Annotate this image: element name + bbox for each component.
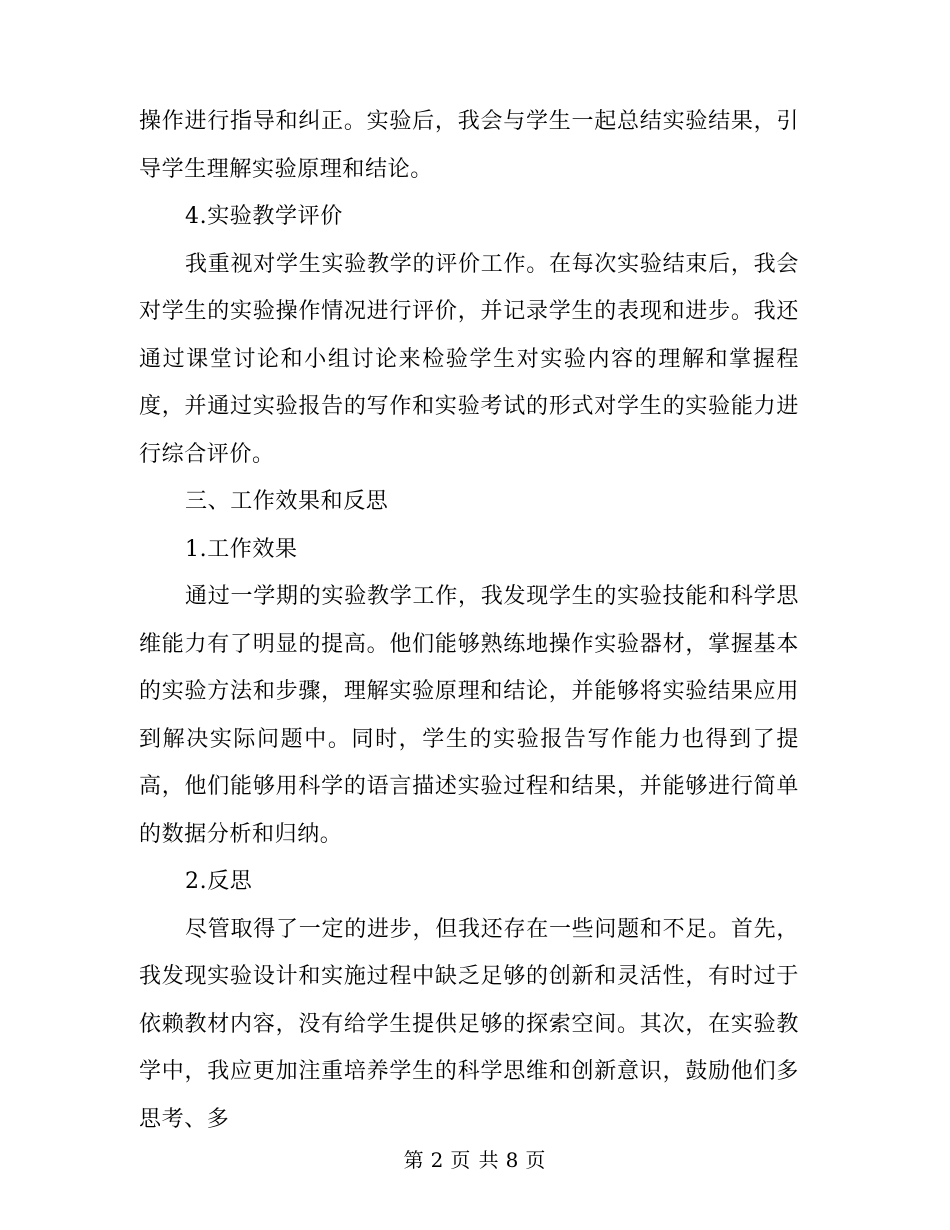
document-body (139, 98, 799, 1143)
heading-experiment-evaluation: 4.实验教学评价 (185, 204, 343, 229)
page-footer (0, 1148, 950, 1172)
paragraph-reflection: 尽管取得了一定的进步，但我还存在一些问题和不足。首先，我发现实验设计和实施过程中缺乏足够的创新和灵活性，有时过于依赖教材内容，没有给学生提供足够的探索空间。其次，在实验教学中，我应更加注重培养学生的科学思维和创新意识，鼓励他们多思考、多 (139, 916, 799, 1132)
heading-section-three: 三、工作效果和反思 (185, 489, 389, 514)
paragraph-evaluation: 我重视对学生实验教学的评价工作。在每次实验结束后，我会对学生的实验操作情况进行评价，并记录学生的表现和进步。我还通过课堂讨论和小组讨论来检验学生对实验内容的理解和掌握程度，并通过实验报告的写作和实验考试的形式对学生的实验能力进行综合评价。 (139, 251, 799, 467)
footer-total-pages: 8 (505, 1148, 520, 1172)
footer-middle: 页 共 (450, 1148, 500, 1172)
paragraph-work-results: 通过一学期的实验教学工作，我发现学生的实验技能和科学思维能力有了明显的提高。他们能够熟练地操作实验器材，掌握基本的实验方法和步骤，理解实验原理和结论，并能够将实验结果应用到解决实际问题中。同时，学生的实验报告写作能力也得到了提高，他们能够用科学的语言描述实验过程和结果，并能够进行简单的数据分析和归纳。 (139, 584, 799, 847)
footer-suffix: 页 (525, 1148, 547, 1172)
footer-prefix: 第 (403, 1148, 425, 1172)
heading-work-results: 1.工作效果 (185, 536, 298, 562)
heading-reflection: 2.反思 (185, 869, 253, 894)
paragraph-continuation: 操作进行指导和纠正。实验后，我会与学生一起总结实验结果，引导学生理解实验原理和结论。 (139, 109, 799, 182)
footer-page-number: 2 (430, 1148, 445, 1172)
